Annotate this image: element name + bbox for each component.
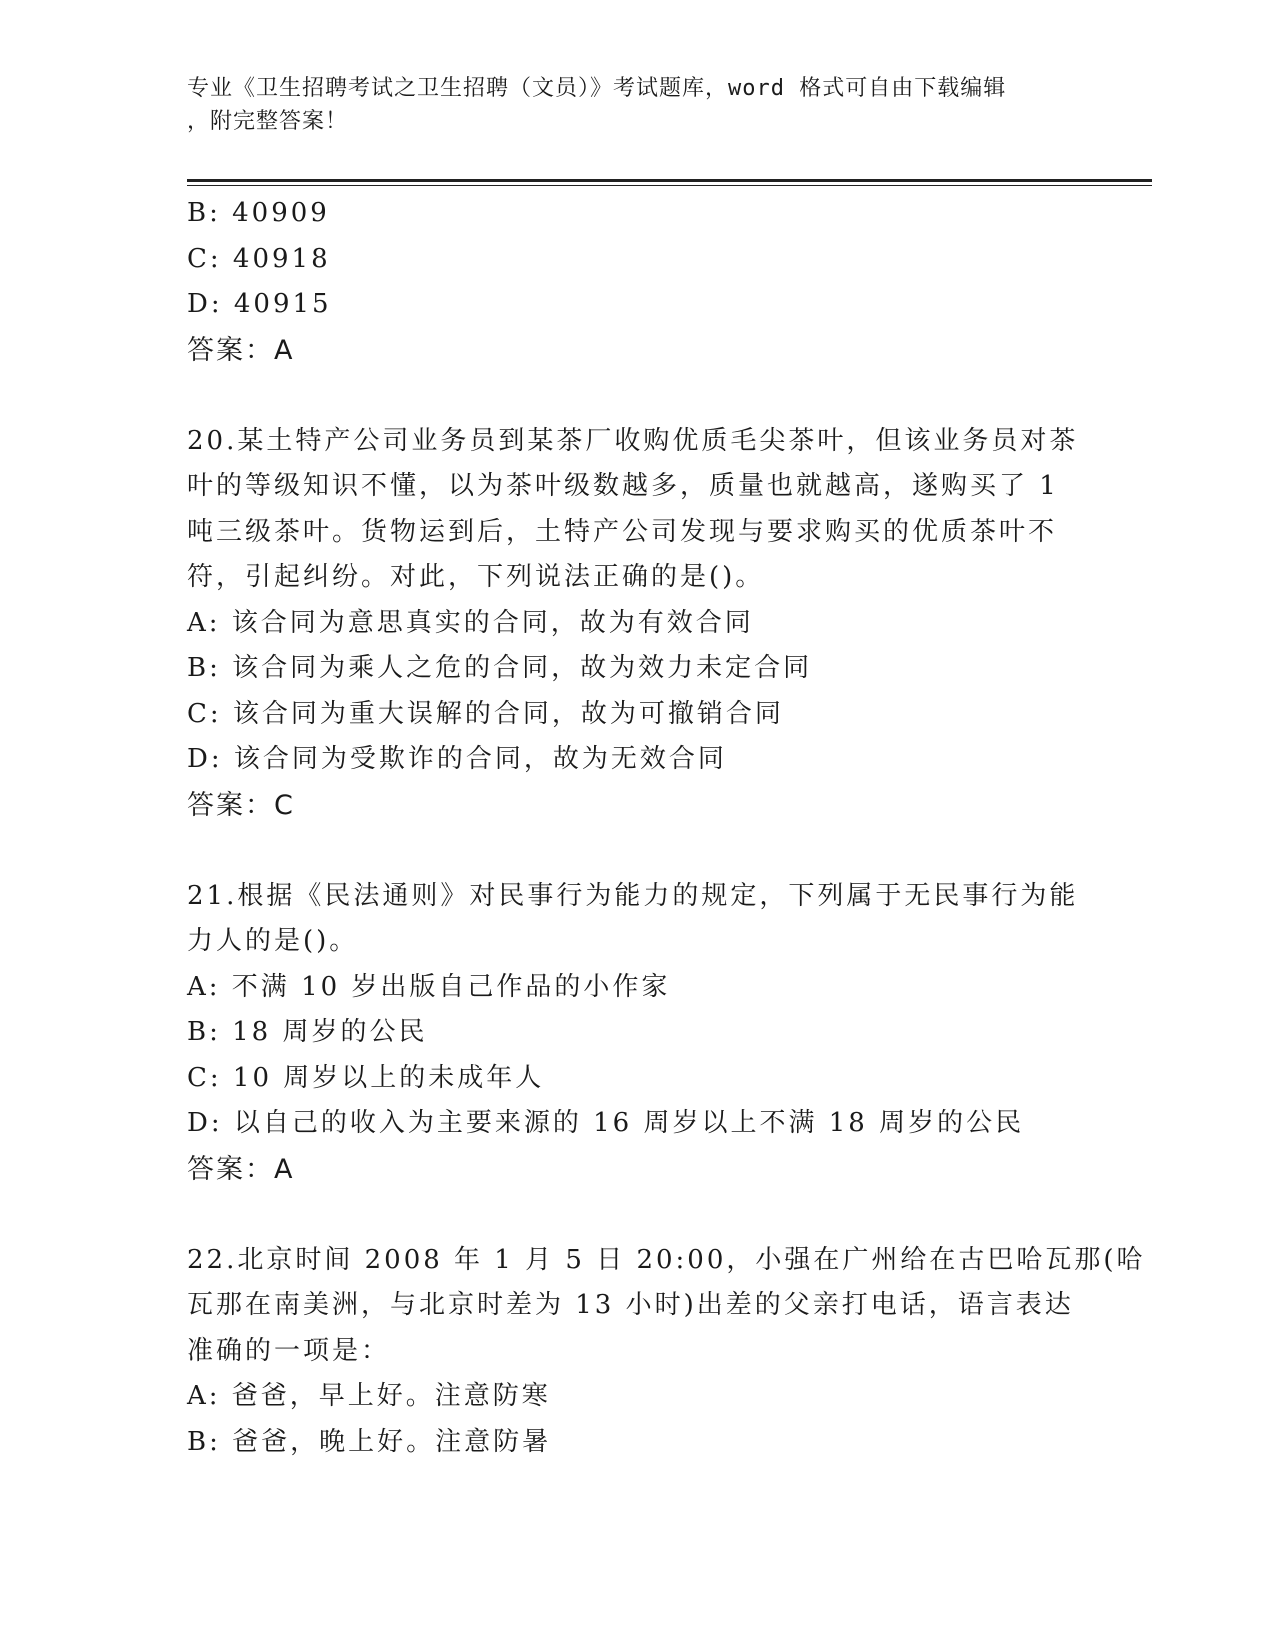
question-stem-line: 力人的是()。 — [187, 926, 359, 956]
option-a: A: 不满 10 岁出版自己作品的小作家 — [187, 971, 671, 1002]
header-divider-thin — [187, 185, 1152, 186]
question-stem-line: 符，引起纠纷。对此，下列说法正确的是()。 — [187, 562, 765, 592]
option-d: D: 以自己的收入为主要来源的 16 周岁以上不满 18 周岁的公民 — [187, 1108, 1025, 1138]
option-a: A: 该合同为意思真实的合同，故为有效合同 — [187, 607, 754, 638]
option-b: B: 40909 — [187, 198, 330, 228]
answer: 答案：A — [187, 1153, 295, 1185]
question-stem-line: 瓦那在南美洲，与北京时差为 13 小时)出差的父亲打电话，语言表达 — [187, 1290, 1074, 1320]
option-b: B: 18 周岁的公民 — [187, 1017, 428, 1047]
document-header — [187, 72, 1087, 138]
header-divider-thick — [187, 179, 1152, 182]
header-line-2: ，附完整答案！ — [187, 109, 349, 134]
question-stem-line: 22.北京时间 2008 年 1 月 5 日 20:00，小强在广州给在古巴哈瓦那(哈 — [187, 1244, 1146, 1275]
question-stem-line: 叶的等级知识不懂，以为茶叶级数越多，质量也就越高，遂购买了 1 — [187, 471, 1059, 501]
option-c: C: 该合同为重大误解的合同，故为可撤销合同 — [187, 698, 784, 729]
question-stem-line: 吨三级茶叶。货物运到后，土特产公司发现与要求购买的优质茶叶不 — [187, 516, 1058, 547]
answer: 答案：A — [187, 334, 295, 366]
answer: 答案：C — [187, 789, 295, 821]
question-21 — [187, 874, 1087, 1193]
option-d: D: 40915 — [187, 289, 332, 319]
option-c: C: 10 周岁以上的未成年人 — [187, 1062, 545, 1093]
question-stem-line: 准确的一项是： — [187, 1335, 391, 1366]
question-22 — [187, 1238, 1146, 1466]
option-a: A: 爸爸，早上好。注意防寒 — [187, 1381, 551, 1411]
question-stem-line: 20.某土特产公司业务员到某茶厂收购优质毛尖茶叶，但该业务员对茶 — [187, 425, 1079, 456]
question-19 — [187, 191, 1087, 373]
question-stem-line: 21.根据《民法通则》对民事行为能力的规定，下列属于无民事行为能 — [187, 880, 1079, 911]
option-c: C: 40918 — [187, 243, 331, 274]
option-d: D: 该合同为受欺诈的合同，故为无效合同 — [187, 744, 727, 774]
question-list — [187, 191, 1146, 1465]
option-b: B: 该合同为乘人之危的合同，故为效力未定合同 — [187, 653, 813, 683]
option-b: B: 爸爸，晚上好。注意防暑 — [187, 1426, 552, 1457]
header-line-1: 专业《卫生招聘考试之卫生招聘（文员）》考试题库，word 格式可自由下载编辑 — [187, 76, 1007, 101]
question-20 — [187, 419, 1087, 829]
